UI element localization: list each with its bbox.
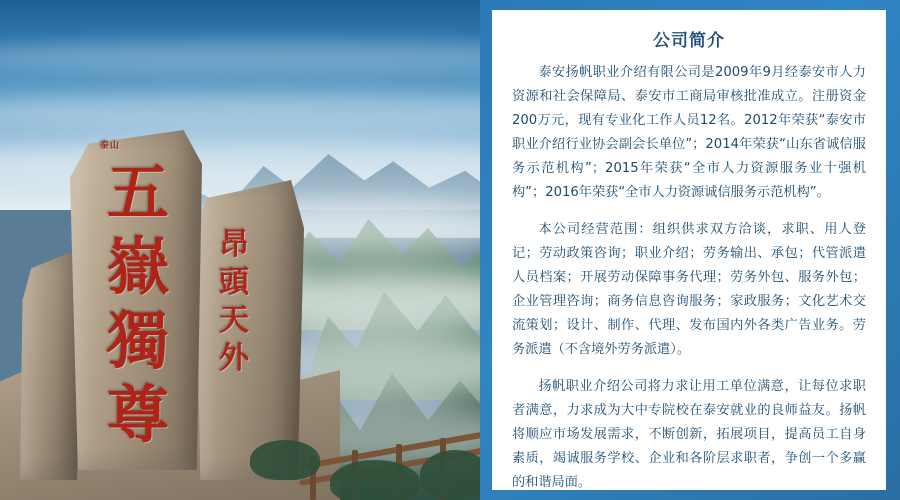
company-profile-card xyxy=(492,10,886,490)
inscription-char: 獨 xyxy=(106,304,169,377)
stone-inscription-small: 泰山 xyxy=(100,141,121,151)
foliage xyxy=(420,450,480,500)
foliage xyxy=(250,440,320,480)
foliage xyxy=(330,460,420,500)
blue-side-panel xyxy=(480,0,900,500)
profile-paragraph-3: 扬帆职业介绍公司将力求让用工单位满意，让每位求职者满意，力求成为大中专院校在泰安就业的良师益友。扬帆将顺应市场发展需求，不断创新，拓展项目，提高员工自身素质，竭诚服务学校、企业和各阶层求职者，争创一个多赢的和谐局面。 xyxy=(512,379,866,490)
inscription-char: 天 xyxy=(219,303,249,338)
profile-paragraph-2: 本公司经营范围：组织供求双方洽谈，求职、用人登记；劳动政策咨询；职业介绍；劳务输出、承包；代管派遣人员档案；开展劳动保障事务代理；劳务外包、服务外包；企业管理咨询；商务信息咨询服务；家政服务；文化艺术交流策划；设计、制作、代理、发布国内外各类广告业务。劳务派遣（不含境外劳务派遣）。 xyxy=(512,222,866,358)
stone-inscription-main xyxy=(92,156,184,458)
inscription-char: 昂 xyxy=(219,227,249,262)
stone-inscription-side xyxy=(212,227,256,382)
cloud-band xyxy=(0,92,480,132)
profile-paragraph-1: 泰安扬帆职业介绍有限公司是2009年9月经泰安市人力资源和社会保障局、泰安市工商局审核批准成立。注册资金200万元，现有专业化工作人员12名。2012年荣获“泰安市职业介绍行业协会副会长单位”；2014年荣获“山东省诚信服务示范机构”；2015年荣获“全市人力资源服务业十强机构”；2016年荣获“全市人力资源诚信服务示范机构”。 xyxy=(512,65,866,201)
stone-stele-left xyxy=(20,250,82,480)
cloud-band xyxy=(0,40,480,74)
inscription-char: 嶽 xyxy=(106,230,169,303)
inscription-char: 尊 xyxy=(106,378,169,451)
inscription-char: 頭 xyxy=(219,265,249,300)
inscription-char: 外 xyxy=(219,341,249,376)
inscription-char: 五 xyxy=(106,156,169,229)
page-title: 公司简介 xyxy=(653,31,725,51)
